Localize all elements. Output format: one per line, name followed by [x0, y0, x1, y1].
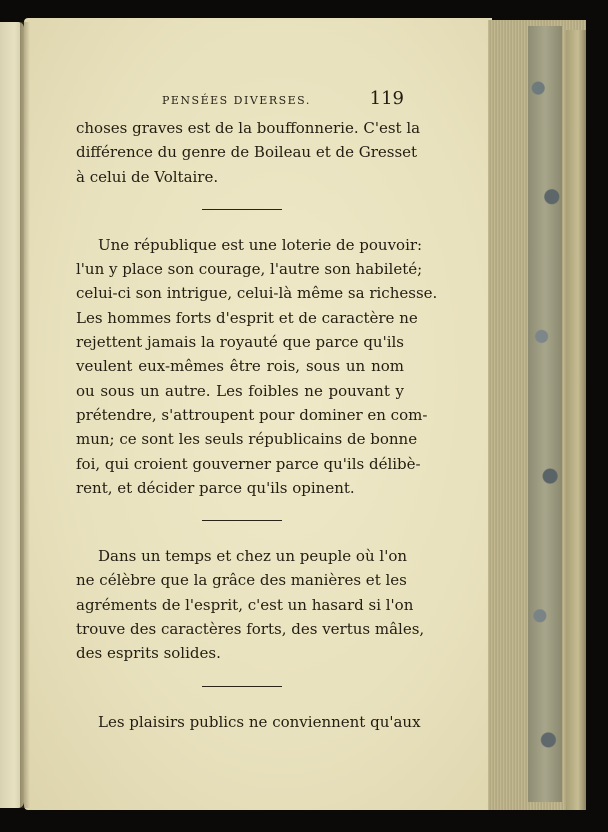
text-line: trouve des caractères forts, des vertus mâles,: [76, 620, 425, 639]
paragraph: [76, 116, 421, 189]
text-line: agréments de l'esprit, c'est un hasard si l'on: [76, 595, 414, 614]
text-line: Dans un temps et chez un peuple où l'on: [98, 547, 408, 566]
paragraph: [76, 710, 421, 734]
page-header: [76, 90, 404, 112]
text-line: Les plaisirs publics ne conviennent qu'aux: [98, 712, 421, 731]
text-line: rent, et décider parce qu'ils opinent.: [76, 478, 355, 497]
text-line: ou sous un autre. Les foibles ne pouvant y: [76, 381, 404, 400]
text-line: Les hommes forts d'esprit et de caractère ne: [76, 308, 418, 327]
text-line: à celui de Voltaire.: [76, 167, 219, 186]
divider-rule: [202, 520, 282, 521]
running-head: PENSÉES DIVERSES.: [162, 94, 311, 107]
text-line: choses graves est de la bouffonnerie. C'est la: [76, 119, 421, 137]
book-cover-edge: [566, 30, 586, 810]
page-gutter: [20, 22, 30, 808]
body-text: [76, 116, 438, 734]
paragraph: [76, 233, 438, 500]
divider-rule: [202, 209, 282, 210]
text-line: l'un y place son courage, l'autre son habileté;: [76, 260, 423, 279]
section-divider: [76, 500, 404, 544]
divider-rule: [202, 686, 282, 687]
text-line: différence du genre de Boileau et de Gresset: [76, 143, 418, 162]
section-divider: [76, 189, 404, 233]
text-line: mun; ce sont les seuls républicains de bonne: [76, 430, 418, 449]
text-line: prétendre, s'attroupent pour dominer en com-: [76, 405, 428, 424]
marbled-edge: [528, 26, 562, 802]
text-line: Une république est une loterie de pouvoir:: [98, 235, 423, 254]
text-line: des esprits solides.: [76, 644, 221, 663]
text-line: veulent eux-mêmes être rois, sous un nom: [76, 357, 404, 376]
text-line: ne célèbre que la grâce des manières et les: [76, 571, 407, 590]
text-line: foi, qui croient gouverner parce qu'ils délibè-: [76, 454, 421, 473]
text-line: celui-ci son intrigue, celui-là même sa richesse.: [76, 284, 438, 303]
text-line: rejettent jamais la royauté que parce qu'ils: [76, 333, 404, 352]
section-divider: [76, 666, 404, 710]
page-number: 119: [369, 88, 404, 109]
paragraph: [76, 544, 425, 665]
